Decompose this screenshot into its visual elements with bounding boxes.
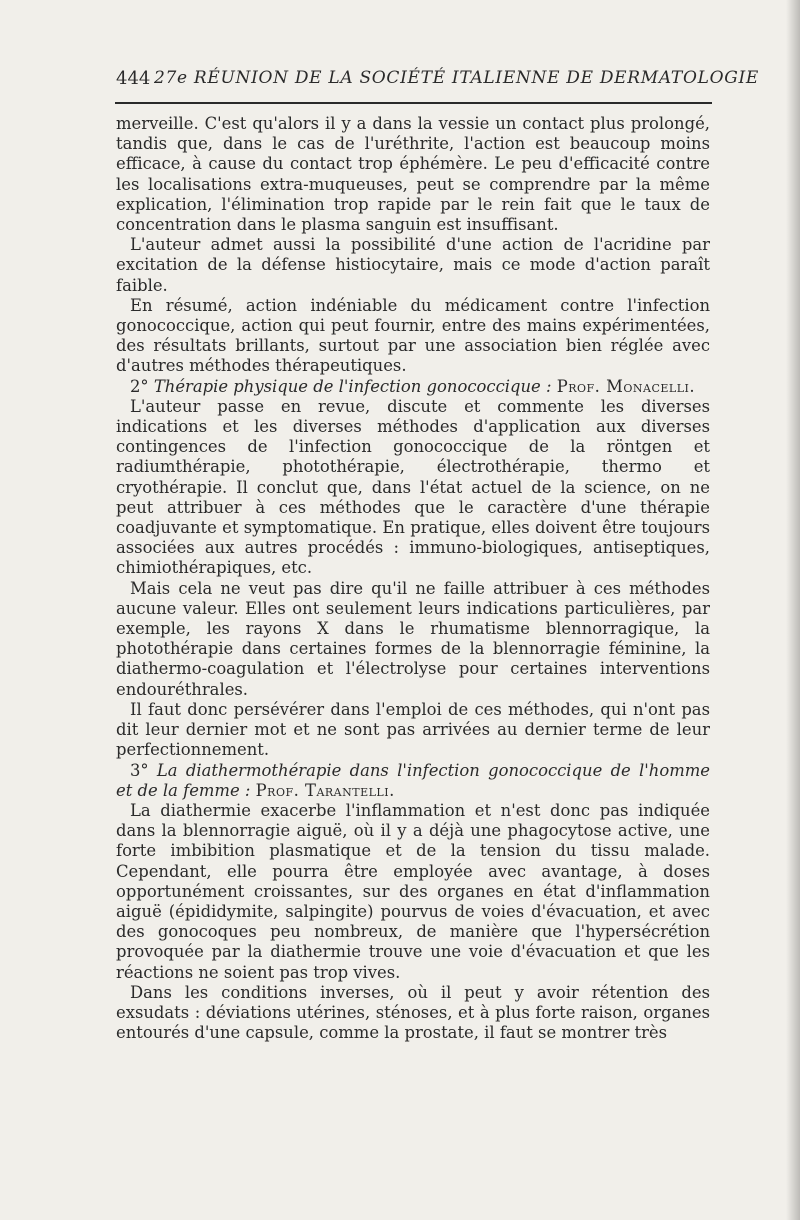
section-title: La diathermothérapie dans l'infection gonococcique de l'homme et de la femme : <box>116 760 710 800</box>
section-heading-3 <box>116 761 710 801</box>
paragraph: L'auteur passe en revue, discute et commente les diverses indications et les diverses méthodes d'application aux diverses contingences de l'infection gonococcique de la röntgen et radiumthérapie, photothérapie, électrothérapie, thermo et cryothérapie. Il conclut que, dans l'état actuel de la science, on ne peut attribuer à ces méthodes que le caractère d'une thérapie coadjuvante et symptomatique. En pratique, elles doivent être toujours associées aux autres procédés : immuno-biologiques, antiseptiques, chimiothérapiques, etc. <box>116 396 710 578</box>
paragraph: L'auteur admet aussi la possibilité d'une action de l'acridine par excitation de la défense histiocytaire, mais ce mode d'action paraît faible. <box>116 235 710 295</box>
paragraph: Mais cela ne veut pas dire qu'il ne faille attribuer à ces méthodes aucune valeur. Elles ont seulement leurs indications particulières, par exemple, les rayons X dans le rhumatisme blennorragique, la photothérapie dans certaines formes de la blennorragie féminine, la diathermo-coagulation et l'électrolyse pour certaines interventions endouréthrales. <box>116 578 710 699</box>
running-title: 27e RÉUNION DE LA SOCIÉTÉ ITALIENNE DE DERMATOLOGIE <box>154 68 760 88</box>
page-edge-shadow <box>786 0 800 1220</box>
section-heading-2 <box>116 377 710 397</box>
paragraph-continuation: merveille. C'est qu'alors il y a dans la vessie un contact plus prolongé, tandis que, dans le cas de l'uréthrite, l'action est beaucoup moins efficace, à cause du contact trop éphémère. Le peu d'efficacité contre les localisations extra-muqueuses, peut se comprendre par la même explication, l'élimination trop rapide par le rein fait que le taux de concentration dans le plasma sanguin est insuffisant. <box>116 114 710 235</box>
paragraph: Dans les conditions inverses, où il peut y avoir rétention des exsudats : déviations utérines, sténoses, et à plus forte raison, organes entourés d'une capsule, comme la prostate, il faut se montrer très <box>116 982 710 1043</box>
body-text <box>116 114 710 1043</box>
paragraph: Il faut donc persévérer dans l'emploi de ces méthodes, qui n'ont pas dit leur dernier mot et ne sont pas arrivées au dernier terme de leur perfectionnement. <box>116 699 710 760</box>
running-header <box>116 68 760 98</box>
section-author: Prof. Tarantelli. <box>255 780 395 800</box>
paragraph: En résumé, action indéniable du médicament contre l'infection gonococcique, action qui peut fournir, entre des mains expérimentées, des résultats brillants, surtout par une association bien réglée avec d'autres méthodes thérapeutiques. <box>116 295 710 376</box>
section-title: Thérapie physique de l'infection gonococcique : <box>153 376 552 396</box>
header-rule <box>115 102 712 104</box>
section-author: Prof. Monacelli. <box>556 376 696 396</box>
page-number: 444 <box>116 68 151 89</box>
section-number: 3° <box>130 760 149 780</box>
paragraph: La diathermie exacerbe l'inflammation et n'est donc pas indiquée dans la blennorragie aiguë, où il y a déjà une phagocytose active, une forte imbibition plasmatique et de la tension du tissu malade. Cependant, elle pourra être employée avec avantage, à doses opportunément croissantes, sur des organes en état d'inflammation aiguë (épididymite, salpingite) pourvus de voies d'évacuation, et avec des gonocoques peu nombreux, de manière que l'hypersécrétion provoquée par la diathermie trouve une voie d'évacuation et que les réactions ne soient pas trop vives. <box>116 800 710 982</box>
section-number: 2° <box>130 376 149 396</box>
